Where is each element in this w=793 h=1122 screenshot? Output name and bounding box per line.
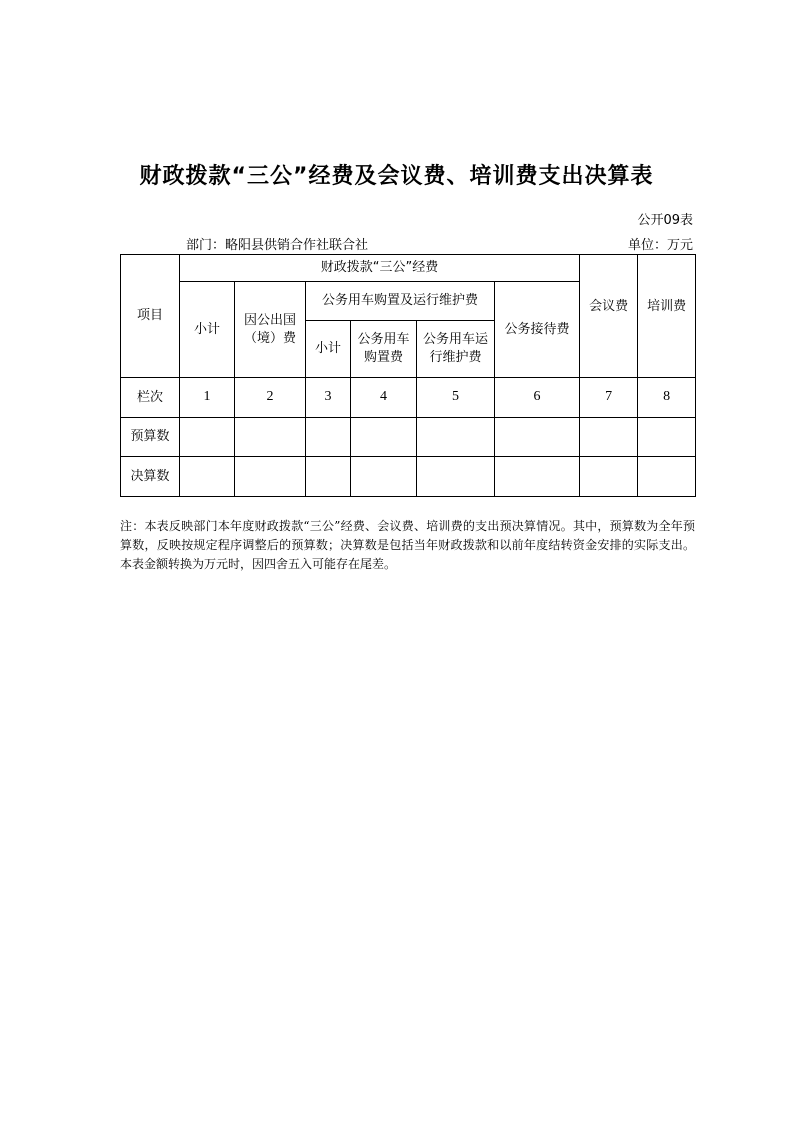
final-cell (638, 457, 696, 497)
budget-cell (417, 418, 495, 457)
final-row (121, 457, 696, 497)
header-subtotal: 小计 (180, 282, 235, 378)
final-cell (417, 457, 495, 497)
index-row (121, 378, 696, 418)
final-cell (306, 457, 351, 497)
header-item: 项目 (121, 255, 180, 378)
budget-cell (180, 418, 235, 457)
index-cell: 4 (351, 378, 417, 418)
index-cell: 7 (580, 378, 638, 418)
header-vehicle-group: 公务用车购置及运行维护费 (306, 282, 495, 321)
header-meeting: 会议费 (580, 282, 638, 378)
page-title: 财政拨款“三公”经费及会议费、培训费支出决算表 (139, 164, 654, 189)
budget-row-label: 预算数 (121, 418, 180, 457)
header-training: 培训费 (638, 282, 696, 378)
header-vehicle-purchase-line2: 购置费 (363, 350, 403, 365)
index-cell: 6 (495, 378, 580, 418)
budget-cell (638, 418, 696, 457)
header-vehicle-purchase (351, 321, 417, 378)
header-row-1 (121, 255, 696, 282)
header-training-top (638, 255, 696, 282)
header-abroad-line2: （境）费 (243, 330, 296, 346)
department-label: 部门：略阳县供销合作社联合社 (186, 238, 369, 253)
expenditure-table (120, 254, 696, 497)
header-meeting-top (580, 255, 638, 282)
budget-cell (580, 418, 638, 457)
final-cell (580, 457, 638, 497)
form-code: 公开09表 (637, 213, 693, 228)
final-cell (180, 457, 235, 497)
budget-cell (235, 418, 306, 457)
final-cell (495, 457, 580, 497)
index-cell: 1 (180, 378, 235, 418)
header-three-public-group: 财政拨款“三公”经费 (180, 255, 580, 282)
header-abroad-line1: 因公出国 (243, 312, 296, 328)
footnote: 注：本表反映部门本年度财政拨款“三公”经费、会议费、培训费的支出预决算情况。其中，预算数为全年预算数，反映按规定程序调整后的预算数；决算数是包括当年财政拨款和以前年度结转资金安排的实际支出。本表金额转换为万元时，因四舍五入可能存在尾差。 (120, 519, 695, 571)
final-cell (351, 457, 417, 497)
header-vehicle-operation-line1: 公务用车运 (422, 332, 488, 348)
index-cell: 2 (235, 378, 306, 418)
unit-label: 单位：万元 (627, 238, 693, 253)
header-vehicle-operation-line2: 行维护费 (429, 350, 482, 365)
header-reception: 公务接待费 (495, 282, 580, 378)
final-row-label: 决算数 (121, 457, 180, 497)
header-vehicle-operation (417, 321, 495, 378)
index-row-label: 栏次 (121, 378, 180, 418)
header-row-2 (121, 282, 696, 321)
final-cell (235, 457, 306, 497)
budget-cell (495, 418, 580, 457)
budget-row (121, 418, 696, 457)
budget-cell (351, 418, 417, 457)
index-cell: 8 (638, 378, 696, 418)
index-cell: 5 (417, 378, 495, 418)
header-abroad (235, 282, 306, 378)
header-vehicle-purchase-line1: 公务用车 (357, 332, 410, 348)
budget-cell (306, 418, 351, 457)
index-cell: 3 (306, 378, 351, 418)
header-vehicle-subtotal: 小计 (306, 321, 351, 378)
